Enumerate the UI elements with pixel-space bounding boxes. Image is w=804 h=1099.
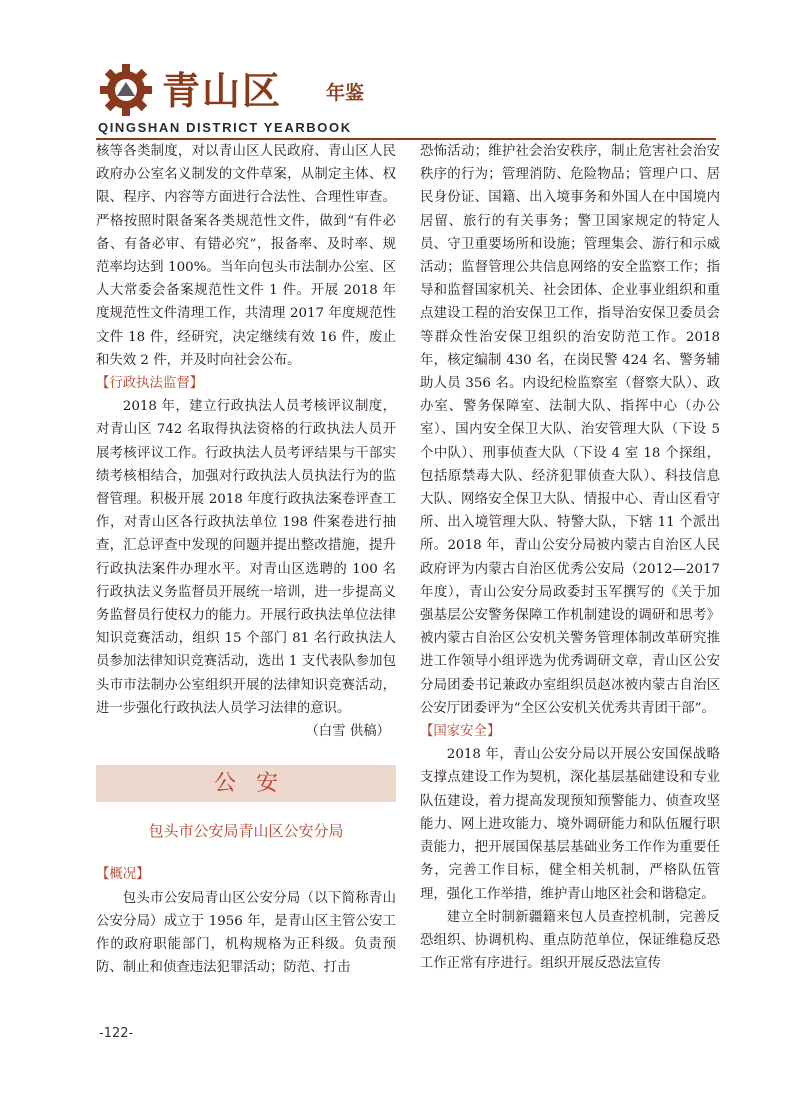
paragraph: 2018 年，青山公安分局以开展公安国保战略支撑点建设工作为契机，深化基层基础建设和专业队伍建设，着力提高发现预知预警能力、侦查攻坚能力、网上进攻能力、境外调研能力和队伍履行职责能力，把开展国保基层基础业务工作作为重要任务，完善工作目标，健全相关机制，严格队伍管理，强化工作举措，维护青山地区社会和谐稳定。: [420, 747, 720, 902]
section-tag: 【国家安全】: [420, 724, 501, 740]
yearbook-title: 青山区: [162, 69, 283, 113]
paragraph: 包头市公安局青山区公安分局（以下简称青山公安分局）成立于 1956 年，是青山区主管公安工作的政府职能部门，机构规格为正科级。负责预防、制止和侦查违法犯罪活动；防范、打击: [96, 890, 396, 976]
section-tag: 【行政执法监督】: [96, 376, 204, 392]
yearbook-subtitle: 年鉴: [326, 82, 365, 104]
page-header: [96, 58, 716, 150]
section-tag: 【概况】: [96, 867, 150, 883]
paragraph: 建立全时制新疆籍来包人员查控机制，完善反恐组织、协调机构、重点防范单位，保证维稳反恐工作正常有序进行。组织开展反恐法宣传: [420, 909, 720, 972]
chapter-heading: 公安: [96, 765, 396, 802]
unit-title: 包头市公安局青山区公安分局: [148, 822, 344, 841]
paragraph: 2018 年，建立行政执法人员考核评议制度，对青山区 742 名取得执法资格的行政执法人员开展考核评议工作。行政执法人员考评结果与干部实绩考核相结合，加强对行政执法人员执法行为的监督管理。积极开展 2018 年度行政执法案卷评查工作，对青山区各行政执法单位 198 件案卷进行抽查，汇总评查中发现的问题并提出整改措施，提升行政执法案件办理水平。对青山区选聘的 100 名行政执法义务监督员开展统一培训，进一步提高义务监督员行使权力的能力。开展行政执法单位法律知识竞赛活动，组织 15 个部门 81 名行政执法人员参加法律知识竞赛活动，选出 1 支代表队参加包头市市法制办公室组织开展的法律知识竞赛活动，进一步强化行政执法人员学习法律的意识。: [96, 399, 396, 716]
paragraph: 核等各类制度，对以青山区人民政府、青山区人民政府办公室名义制发的文件草案，从制定主体、权限、程序、内容等方面进行合法性、合理性审查。严格按照时限备案各类规范性文件，做到“有件必备、有备必审、有错必究”，报备率、及时率、规范率均达到 100%。当年向包头市法制办公室、区人大常委会备案规范性文件 1 件。开展 2018 年度规范性文件清理工作，共清理 2017 年度规范性文件 18 件，经研究，决定继续有效 16 件，废止和失效 2 件，并及时向社会公布。: [96, 144, 396, 368]
page-number: -122-: [99, 1026, 134, 1041]
gear-logo-icon: [98, 62, 154, 118]
left-column: [96, 140, 396, 980]
paragraph: 恐怖活动；维护社会治安秩序，制止危害社会治安秩序的行为；管理消防、危险物品；管理户口、居民身份证、国籍、出入境事务和外国人在中国境内居留、旅行的有关事务；警卫国家规定的特定人员、守卫重要场所和设施；管理集会、游行和示威活动；监督管理公共信息网络的安全监察工作；指导和监督国家机关、社会团体、企业事业组织和重点建设工程的治安保卫工作，指导治安保卫委员会等群众性治安保卫组织的治安防范工作。2018 年，核定编制 430 名，在岗民警 424 名、警务辅助人员 356 名。内设纪检监察室（督察大队）、政办室、警务保障室、法制大队、指挥中心（办公室）、国内安全保卫大队、治安管理大队（下设 5 个中队）、刑事侦查大队（下设 4 室 18 个探组，包括原禁毒大队、经济犯罪侦查大队）、科技信息大队、网络安全保卫大队、情报中心、青山区看守所、出入境管理大队、特警大队，下辖 11 个派出所。2018 年，青山公安分局被内蒙古自治区人民政府评为内蒙古自治区优秀公安局（2012—2017 年度），青山公安分局政委封玉军撰写的《关于加强基层公安警务保障工作机制建设的调研和思考》被内蒙古自治区公安机关警务管理体制改革研究推进工作领导小组评选为优秀调研文章，青山区公安分局团委书记兼政办室组织员赵冰被内蒙古自治区公安厅团委评为“全区公安机关优秀共青团干部”。: [420, 144, 720, 716]
right-column: [420, 140, 720, 975]
contributor-credit: （白雪 供稿）: [305, 724, 390, 740]
yearbook-english-title: QINGSHAN DISTRICT YEARBOOK: [98, 120, 352, 135]
